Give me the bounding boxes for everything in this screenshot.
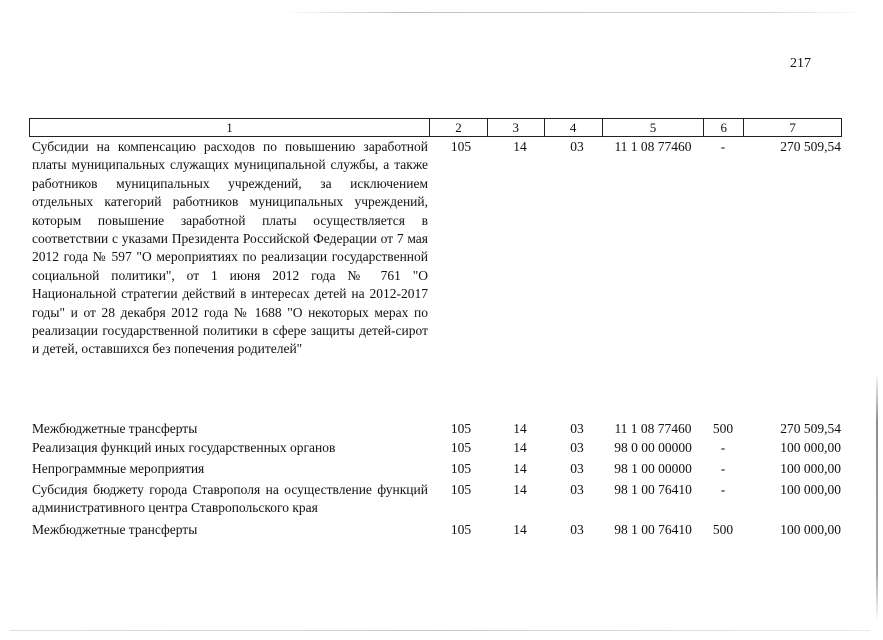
page-number: 217	[790, 56, 811, 71]
row-col-6: -	[720, 440, 726, 455]
row-col-2: 105	[450, 461, 472, 476]
column-header-7: 7	[789, 120, 796, 135]
row-col-4: 03	[570, 139, 584, 154]
scan-edge-top	[280, 12, 870, 13]
row-name: Реализация функций иных государственных органов	[32, 440, 336, 455]
row-col-3: 14	[513, 482, 527, 497]
row-col-7: 100 000,00	[780, 482, 841, 497]
row-col-4: 03	[570, 522, 584, 537]
row-col-6: 500	[712, 522, 734, 537]
row-col-4: 03	[570, 461, 584, 476]
column-header-4: 4	[545, 119, 603, 136]
row-name: Субсидия бюджету города Ставрополя на осуществление функций административного центра Ставропольского края	[32, 482, 428, 516]
row-name: Межбюджетные трансферты	[32, 421, 198, 436]
row-col-5: 98 1 00 00000	[614, 461, 692, 476]
row-col-2: 105	[450, 522, 472, 537]
row-col-5: 98 0 00 00000	[614, 440, 692, 455]
row-col-3: 14	[513, 522, 527, 537]
scan-edge-bottom	[10, 630, 870, 631]
row-col-2: 105	[450, 421, 472, 436]
row-col-4: 03	[570, 421, 584, 436]
row-col-6: -	[720, 461, 726, 476]
row-col-3: 14	[513, 440, 527, 455]
row-name: Субсидии на компенсацию расходов по повышению заработной платы муниципальных служащих муниципальной службы, а также работников муниципальных учреждений, за исключением отдельных категорий работников муниципальных учреждений, которым повышение заработной платы осуществляется в соответствии с указами Президента Российской Федерации от 7 мая 2012 года № 597 "О мероприятиях по реализации государственной социальной политики", от 1 июня 2012 года № 761 "О Национальной стратегии действий в интересах детей на 2012-2017 годы" и от 28 декабря 2012 года № 1688 "О некоторых мерах по реализации государственной политики в сфере защиты детей-сирот и детей, оставшихся без попечения родителей"	[32, 139, 428, 357]
column-header-6: 6	[704, 119, 744, 136]
row-col-6: 500	[712, 421, 734, 436]
row-col-3: 14	[513, 139, 527, 154]
row-col-3: 14	[513, 461, 527, 476]
row-col-6: -	[720, 139, 726, 154]
row-col-2: 105	[450, 482, 472, 497]
row-name: Межбюджетные трансферты	[32, 522, 198, 537]
row-col-5: 11 1 08 77460	[614, 421, 692, 436]
row-col-7: 100 000,00	[780, 522, 841, 537]
row-col-4: 03	[570, 440, 584, 455]
row-col-2: 105	[450, 440, 472, 455]
column-header-2: 2	[430, 119, 488, 136]
row-col-5: 11 1 08 77460	[614, 139, 692, 154]
row-col-7: 100 000,00	[780, 461, 841, 476]
row-name: Непрограммные мероприятия	[32, 461, 205, 476]
row-col-2: 105	[450, 139, 472, 154]
column-header-5: 5	[603, 119, 705, 136]
row-col-5: 98 1 00 76410	[614, 522, 692, 537]
row-col-7: 270 509,54	[780, 421, 841, 436]
row-col-4: 03	[570, 482, 584, 497]
column-header-1: 1	[30, 119, 430, 136]
table-header	[29, 118, 842, 137]
scan-edge-right	[876, 372, 878, 622]
row-col-7: 100 000,00	[780, 440, 841, 455]
row-col-7: 270 509,54	[780, 139, 841, 154]
row-col-3: 14	[513, 421, 527, 436]
row-col-6: -	[720, 482, 726, 497]
column-header-3: 3	[488, 119, 545, 136]
row-col-5: 98 1 00 76410	[614, 482, 692, 497]
